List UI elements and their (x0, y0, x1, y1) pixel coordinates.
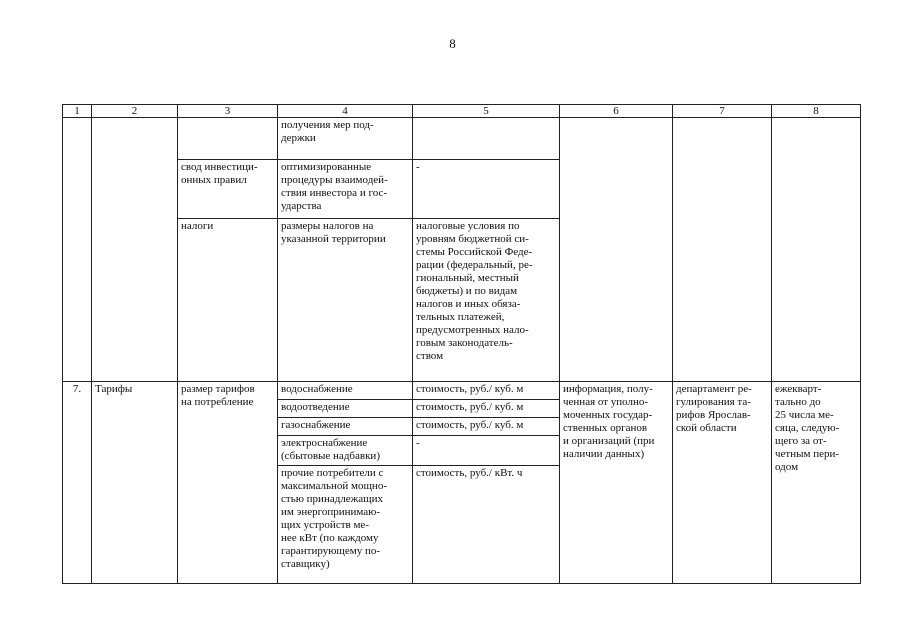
cell-subindicator: получения мер под- держки (278, 118, 413, 160)
cell-responsible: департамент ре- гулирования та- рифов Ярослав- ской области (673, 382, 772, 584)
cell-unit: стоимость, руб./ кВт. ч (413, 466, 560, 584)
cell-name-empty (92, 118, 178, 382)
cell-indicator: размер тарифов на потребление (178, 382, 278, 584)
header-cell: 5 (413, 105, 560, 118)
table-row (63, 118, 861, 160)
header-cell: 6 (560, 105, 673, 118)
table-row (63, 382, 861, 400)
cell-num: 7. (63, 382, 92, 584)
cell-source-empty (560, 118, 673, 382)
cell-indicator (178, 118, 278, 160)
header-cell: 1 (63, 105, 92, 118)
cell-unit: стоимость, руб./ куб. м (413, 418, 560, 436)
header-cell: 4 (278, 105, 413, 118)
cell-subindicator: электроснабжение (сбытовые надбавки) (278, 436, 413, 466)
cell-unit: налоговые условия по уровням бюджетной си- стемы Российской Феде- рации (федеральный, ре- гиональный, местный бюджеты) и по видам налогов и иных обяза- тельных платежей, предусмотренных нало- говым законодатель- ством (413, 219, 560, 382)
cell-subindicator: оптимизированные процедуры взаимодей- ствия инвестора и гос- ударства (278, 160, 413, 219)
cell-unit (413, 118, 560, 160)
cell-unit: - (413, 160, 560, 219)
cell-num-empty (63, 118, 92, 382)
cell-indicator: свод инвестици- онных правил (178, 160, 278, 219)
cell-indicator: налоги (178, 219, 278, 382)
page-number: 8 (449, 36, 456, 51)
header-cell: 8 (772, 105, 861, 118)
cell-period-empty (772, 118, 861, 382)
cell-unit: стоимость, руб./ куб. м (413, 400, 560, 418)
cell-subindicator: газоснабжение (278, 418, 413, 436)
cell-responsible-empty (673, 118, 772, 382)
cell-name: Тарифы (92, 382, 178, 584)
header-row (63, 105, 861, 118)
cell-subindicator: водоснабжение (278, 382, 413, 400)
header-cell: 2 (92, 105, 178, 118)
cell-subindicator: водоотведение (278, 400, 413, 418)
cell-unit: стоимость, руб./ куб. м (413, 382, 560, 400)
cell-subindicator: размеры налогов на указанной территории (278, 219, 413, 382)
header-cell: 7 (673, 105, 772, 118)
header-cell: 3 (178, 105, 278, 118)
indicators-table (62, 104, 861, 584)
cell-subindicator: прочие потребители с максимальной мощно- стью принадлежащих им энергопринимаю- щих устройств ме- нее кВт (по каждому гарантирующему по- ставщику) (278, 466, 413, 584)
cell-source: информация, полу- ченная от уполно- моченных государ- ственных органов и организаций (при наличии данных) (560, 382, 673, 584)
cell-period: ежекварт- тально до 25 числа ме- сяца, следую- щего за от- четным пери- одом (772, 382, 861, 584)
cell-unit: - (413, 436, 560, 466)
